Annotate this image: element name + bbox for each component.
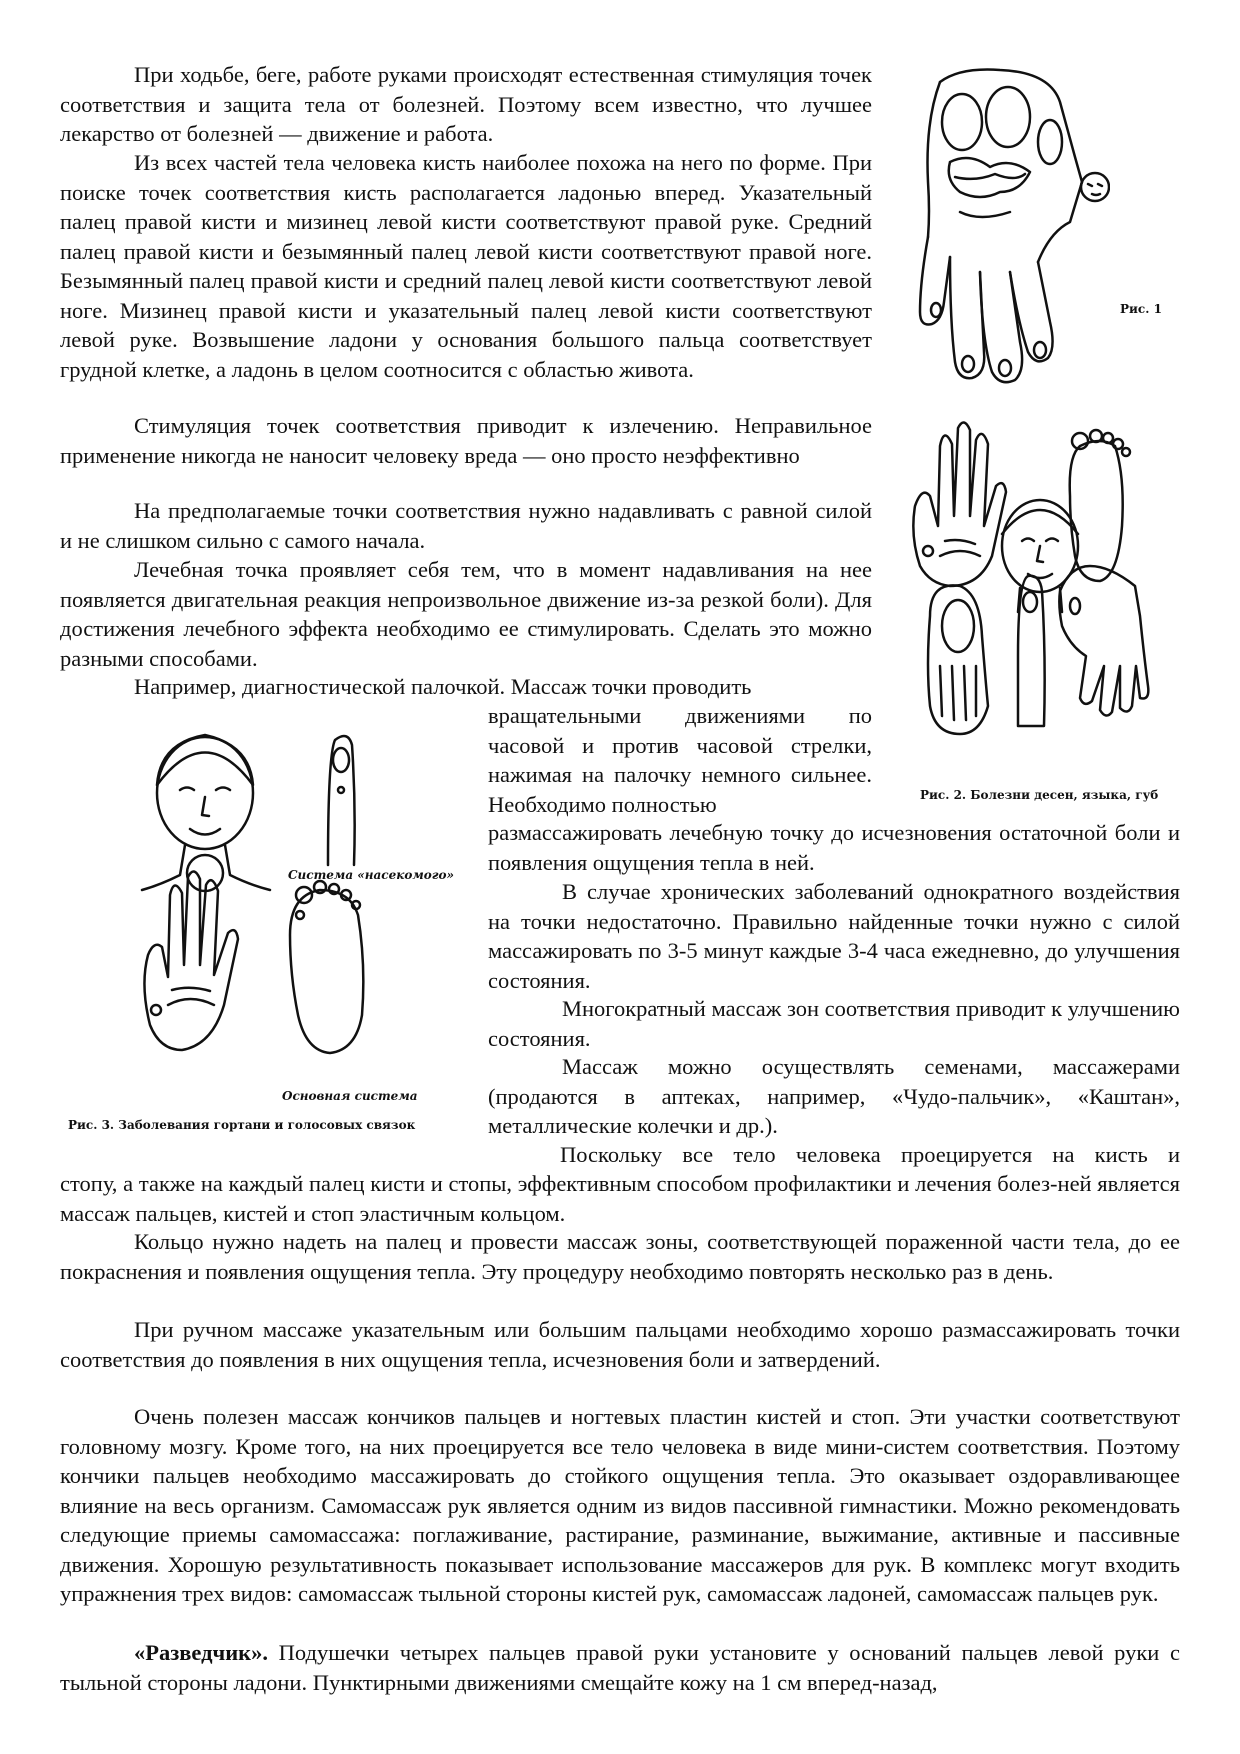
exercise-title: «Разведчик». — [134, 1640, 269, 1665]
figure-3-larynx-vocal-cords — [130, 715, 470, 1100]
paragraph-9: Массаж можно осуществлять семенами, массажерами (продаются в аптеках, например, «Чудо-пальчик», «Каштан», металлические колечки и др.). — [488, 1054, 1180, 1138]
paragraph-3: Стимуляция точек соответствия приводит к излечению. Неправильное применение никогда не наносит человеку вреда — оно просто неэффективно — [60, 413, 872, 468]
paragraph-1: При ходьбе, беге, работе руками происходят естественная стимуляция точек соответствия и защита тела от болезней. Поэтому всем известно, что лучшее лекарство от болезней — движение и работа. — [60, 62, 872, 146]
paragraph-2: Из всех частей тела человека кисть наиболее похожа на него по форме. При поиске точек соответствия кисть располагается ладонью вперед. Указательный палец правой кисти и мизинец левой кисти соответствуют правой руке. Средний палец правой кисти и безымянный палец левой кисти соответствуют правой ноге. Безымянный палец правой кисти и средний палец левой кисти соответствуют левой ноге. Мизинец правой кисти и указательный палец левой кисти соответствуют левой руке. Возвышение ладони у основания большого пальца соответствует грудной клетке, а ладонь в целом соотносится с областью живота. — [60, 150, 872, 382]
paragraph-10-end: стопу, а также на каждый палец кисти и стопы, эффективным способом профилактики и лечения болез-ней является массаж пальцев, кистей и стоп эластичным кольцом. — [60, 1171, 1180, 1226]
figure-3-caption: Рис. 3. Заболевания гортани и голосовых связок — [68, 1118, 416, 1132]
paragraph-14 — [60, 1638, 1180, 1697]
figure-2-caption: Рис. 2. Болезни десен, языка, губ — [920, 788, 1159, 802]
figure-3-label-main: Основная система — [282, 1089, 418, 1103]
paragraph-7: В случае хронических заболеваний однократного воздействия на точки недостаточно. Правильно найденные точки нужно с силой массажировать по 3-5 минут каждые 3-4 часа ежедневно, до улучшения состояния. — [488, 879, 1180, 993]
figure-1-caption: Рис. 1 — [1120, 302, 1162, 316]
paragraph-13: Очень полезен массаж кончиков пальцев и ногтевых пластин кистей и стоп. Эти участки соответствуют головному мозгу. Кроме того, на них проецируется все тело человека в виде мини-систем соответствия. Поэтому кончики пальцев необходимо массажировать до стойкого ощущения тепла. Это оказывает оздоравливающее влияние на весь организм. Самомассаж рук является одним из видов пассивной гимнастики. Можно рекомендовать следующие приемы самомассажа: поглаживание, растирание, разминание, выжимание, активные и пассивные движения. Хорошую результативность показывает использование массажеров для рук. В комплекс могут входить упражнения трех видов: самомассаж тыльной стороны кистей рук, самомассаж ладоней, самомассаж пальцев рук. — [60, 1404, 1180, 1606]
paragraph-10-start: Поскольку все тело человека проецируется на кисть и — [560, 1142, 1180, 1167]
paragraph-11: Кольцо нужно надеть на палец и провести массаж зоны, соответствующей пораженной части тела, до ее покраснения и появления ощущения тепла. Эту процедуру необходимо повторять несколько раз в день. — [60, 1229, 1180, 1284]
paragraph-6-start: Например, диагностической палочкой. Массаж точки проводить — [134, 674, 752, 699]
figure-1-hand-organs — [900, 62, 1110, 392]
paragraph-6-end: размассажировать лечебную точку до исчезновения остаточной боли и появления ощущения тепла в ней. — [488, 820, 1180, 875]
paragraph-8: Многократный массаж зон соответствия приводит к улучшению состояния. — [488, 996, 1180, 1051]
paragraph-6-middle: вращательными движениями по часовой и против часовой стрелки, нажимая на палочку немного сильнее. Необходимо полностью — [488, 703, 872, 817]
paragraph-5: Лечебная точка проявляет себя тем, что в момент надавливания на нее появляется двигательная реакция непроизвольное движение из-за резкой боли). Для достижения лечебного эффекта необходимо ее стимулировать. Сделать это можно разными способами. — [60, 557, 872, 671]
paragraph-12: При ручном массаже указательным или большим пальцами необходимо хорошо размассажировать точки соответствия до появления в них ощущения тепла, исчезновения боли и затвердений. — [60, 1317, 1180, 1372]
figure-2-gums-tongue-lips — [900, 416, 1180, 776]
exercise-text: Подушечки четырех пальцев правой руки установите у оснований пальцев левой руки с тыльной стороны ладони. Пунктирными движениями смещайте кожу на 1 см вперед-назад, — [60, 1640, 1180, 1695]
figure-3-label-insect: Система «насекомого» — [288, 868, 455, 882]
paragraph-4: На предполагаемые точки соответствия нужно надавливать с равной силой и не слишком сильно с самого начала. — [60, 498, 872, 553]
